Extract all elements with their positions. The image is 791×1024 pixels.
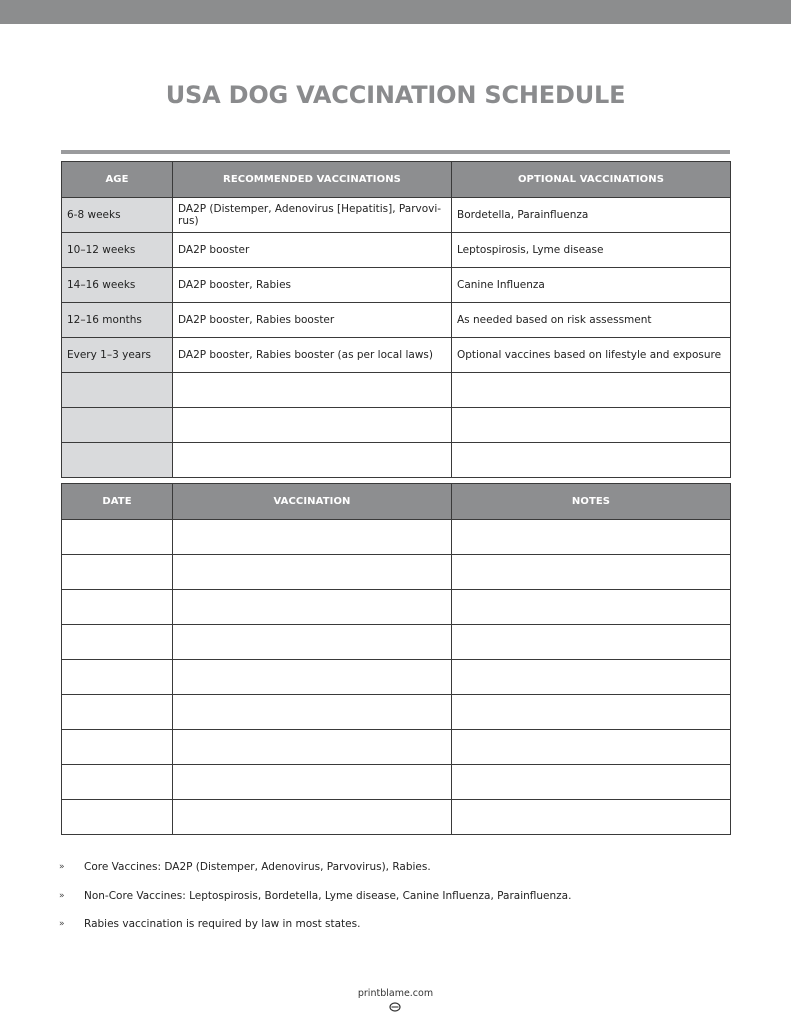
vaccination-column-header: VACCINATION (173, 484, 452, 520)
recommended-cell[interactable]: DA2P (Distemper, Adenovirus [Hepatitis], Parvovi- rus) (173, 198, 452, 233)
notes-cell[interactable] (452, 765, 731, 800)
notes-cell[interactable] (452, 520, 731, 555)
vaccination-cell[interactable] (173, 695, 452, 730)
vaccination-cell[interactable] (173, 625, 452, 660)
schedule-row (62, 233, 731, 268)
log-row (62, 590, 731, 625)
age-cell[interactable] (62, 408, 173, 443)
schedule-header-row (62, 162, 731, 198)
recommended-cell[interactable]: DA2P booster, Rabies (173, 268, 452, 303)
printblame-logo-icon (389, 1002, 401, 1012)
date-column-header: DATE (62, 484, 173, 520)
recommended-cell[interactable]: DA2P booster (173, 233, 452, 268)
vaccination-log-table (61, 483, 731, 835)
vaccination-cell[interactable] (173, 555, 452, 590)
page-title: USA DOG VACCINATION SCHEDULE (165, 81, 626, 109)
schedule-row (62, 198, 731, 233)
log-row (62, 625, 731, 660)
note-item (59, 917, 739, 946)
date-cell[interactable] (62, 660, 173, 695)
age-cell[interactable]: Every 1–3 years (62, 338, 173, 373)
log-row (62, 800, 731, 835)
notes-cell[interactable] (452, 590, 731, 625)
log-row (62, 765, 731, 800)
optional-cell[interactable] (452, 443, 731, 478)
notes-cell[interactable] (452, 555, 731, 590)
vaccination-cell[interactable] (173, 590, 452, 625)
date-cell[interactable] (62, 590, 173, 625)
log-row (62, 730, 731, 765)
footer-site-name[interactable]: printblame.com (357, 988, 434, 999)
recommended-cell[interactable] (173, 443, 452, 478)
recommended-cell[interactable] (173, 373, 452, 408)
age-cell[interactable]: 14–16 weeks (62, 268, 173, 303)
notes-cell[interactable] (452, 625, 731, 660)
title-divider (61, 150, 730, 154)
date-cell[interactable] (62, 730, 173, 765)
schedule-row (62, 303, 731, 338)
top-bar (0, 0, 791, 24)
age-cell[interactable]: 12–16 months (62, 303, 173, 338)
vaccination-cell[interactable] (173, 660, 452, 695)
recommended-cell[interactable] (173, 408, 452, 443)
vaccination-cell[interactable] (173, 765, 452, 800)
optional-cell[interactable]: As needed based on risk assessment (452, 303, 731, 338)
schedule-row-blank (62, 373, 731, 408)
log-row (62, 660, 731, 695)
vaccination-cell[interactable] (173, 730, 452, 765)
schedule-table (61, 161, 731, 478)
age-cell[interactable] (62, 443, 173, 478)
log-row (62, 555, 731, 590)
date-cell[interactable] (62, 555, 173, 590)
schedule-row-blank (62, 408, 731, 443)
recommended-cell[interactable]: DA2P booster, Rabies booster (173, 303, 452, 338)
log-row (62, 695, 731, 730)
notes-list (59, 860, 739, 946)
note-text: Rabies vaccination is required by law in most states. (84, 918, 361, 930)
notes-cell[interactable] (452, 730, 731, 765)
optional-cell[interactable] (452, 408, 731, 443)
recommended-cell[interactable]: DA2P booster, Rabies booster (as per local laws) (173, 338, 452, 373)
schedule-row-blank (62, 443, 731, 478)
optional-cell[interactable]: Bordetella, Parainfluenza (452, 198, 731, 233)
schedule-row (62, 268, 731, 303)
optional-column-header: OPTIONAL VACCINATIONS (452, 162, 731, 198)
optional-cell[interactable]: Canine Influenza (452, 268, 731, 303)
recommended-column-header: RECOMMENDED VACCINATIONS (173, 162, 452, 198)
optional-cell[interactable]: Leptospirosis, Lyme disease (452, 233, 731, 268)
date-cell[interactable] (62, 520, 173, 555)
date-cell[interactable] (62, 625, 173, 660)
bullet-icon: » (59, 862, 65, 872)
vaccination-cell[interactable] (173, 520, 452, 555)
optional-cell[interactable] (452, 373, 731, 408)
notes-cell[interactable] (452, 660, 731, 695)
notes-column-header: NOTES (452, 484, 731, 520)
note-text: Non-Core Vaccines: Leptospirosis, Bordetella, Lyme disease, Canine Influenza, Parainfluenza. (84, 889, 572, 902)
note-text: Core Vaccines: DA2P (Distemper, Adenovirus, Parvovirus), Rabies. (84, 861, 431, 873)
age-cell[interactable] (62, 373, 173, 408)
date-cell[interactable] (62, 695, 173, 730)
vaccination-cell[interactable] (173, 800, 452, 835)
note-item (59, 889, 739, 918)
bullet-icon: » (59, 919, 65, 929)
schedule-row (62, 338, 731, 373)
log-row (62, 520, 731, 555)
age-column-header: AGE (62, 162, 173, 198)
notes-cell[interactable] (452, 800, 731, 835)
date-cell[interactable] (62, 765, 173, 800)
notes-cell[interactable] (452, 695, 731, 730)
age-cell[interactable]: 6-8 weeks (62, 198, 173, 233)
log-header-row (62, 484, 731, 520)
date-cell[interactable] (62, 800, 173, 835)
optional-cell[interactable]: Optional vaccines based on lifestyle and exposure (452, 338, 731, 373)
age-cell[interactable]: 10–12 weeks (62, 233, 173, 268)
note-item (59, 860, 739, 889)
bullet-icon: » (59, 890, 65, 901)
